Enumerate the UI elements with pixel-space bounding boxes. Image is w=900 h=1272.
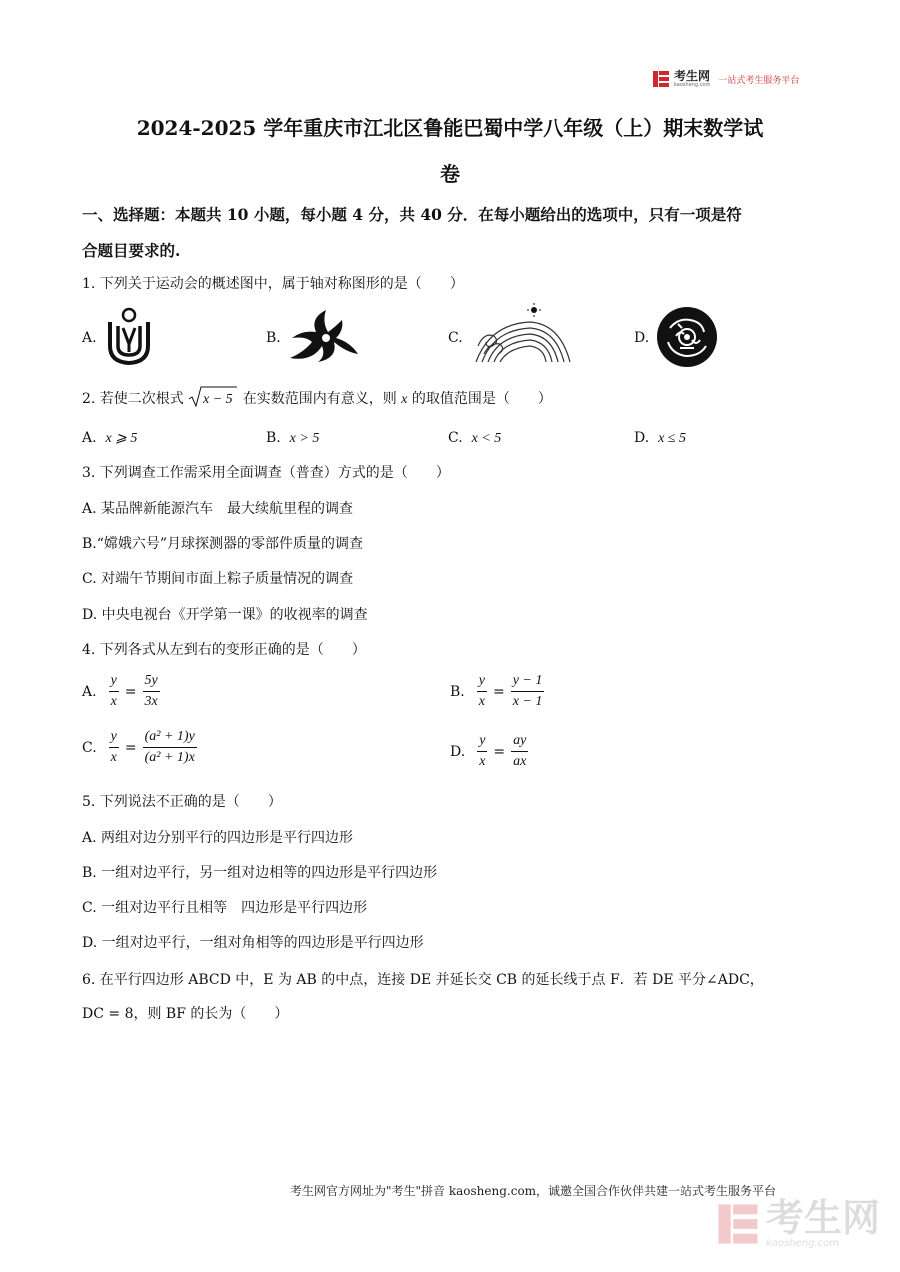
q4-option-b: B. $\frac{y}{x}$ = $\frac{y - 1}{x - 1}$ <box>450 673 543 709</box>
fraction: $\frac{y}{x}$ <box>479 733 486 769</box>
question-6-line1: 6. 在平行四边形 ABCD 中，E 为 AB 的中点，连接 DE 并延长交 CB 的延长线于点 F．若 DE 平分∠ADC， <box>82 972 764 988</box>
fraction: $\frac{y - 1}{x - 1}$ <box>512 673 543 709</box>
emblem-c-icon <box>470 302 574 368</box>
watermark-text: 考生网 <box>766 1196 881 1240</box>
watermark-domain: kaosheng.com <box>766 1238 839 1249</box>
q3-option-c: C. 对端午节期间市面上粽子质量情况的调查 <box>82 571 354 587</box>
q1-option-d-label: D. <box>634 330 650 346</box>
q5-option-c: C. 一组对边平行且相等 四边形是平行四边形 <box>82 900 368 916</box>
q2-option-d: D. x ≤ 5 <box>634 430 686 446</box>
q5-option-b: B. 一组对边平行，另一组对边相等的四边形是平行四边形 <box>82 865 438 881</box>
question-2: 2. 若使二次根式 x − 5 在实数范围内有意义，则 x 的取值范围是（ ） <box>82 386 552 410</box>
brand-domain: kaosheng.com <box>674 82 711 88</box>
radicand: x − 5 <box>203 392 233 407</box>
q5-option-a: A. 两组对边分别平行的四边形是平行四边形 <box>82 830 354 846</box>
q1-option-a-label: A. <box>82 330 97 346</box>
q3-option-b: B.“嫦娥六号”月球探测器的零部件质量的调查 <box>82 536 364 552</box>
q4-option-d: D. $\frac{y}{x}$ = $\frac{ay}{ax}$ <box>450 733 527 769</box>
fraction: $\frac{ay}{ax}$ <box>513 733 527 769</box>
page-title-line2: 卷 <box>440 162 460 186</box>
q3-option-a: A. 某品牌新能源汽车 最大续航里程的调查 <box>82 501 354 517</box>
section-heading-line2: 合题目要求的. <box>82 241 181 260</box>
question-5: 5. 下列说法不正确的是（ ） <box>82 794 282 810</box>
fraction: $\frac{5y}{3x}$ <box>144 673 158 709</box>
emblem-b-icon <box>286 308 360 364</box>
q2-option-a: A. x ⩾ 5 <box>82 430 138 446</box>
footer-note[interactable]: 考生网官方网址为"考生"拼音 kaosheng.com，诚邀全国合作伙伴共建一站式考生服务平台 <box>290 1184 777 1198</box>
q1-option-c-label: C. <box>448 330 463 346</box>
q2-option-b: B. x > 5 <box>266 430 320 446</box>
q5-option-d: D. 一组对边平行，一组对角相等的四边形是平行四边形 <box>82 935 424 951</box>
section-heading-line1: 一、选择题：本题共 10 小题，每小题 4 分，共 40 分．在每小题给出的选项中，只有一项是符 <box>82 205 742 224</box>
q2-option-c: C. x < 5 <box>448 430 502 446</box>
question-1-stem: 1. 下列关于运动会的概述图中，属于轴对称图形的是（ <box>82 276 422 292</box>
q3-option-d: D. 中央电视台《开学第一课》的收视率的调查 <box>82 607 368 623</box>
question-3: 3. 下列调查工作需采用全面调查（普查）方式的是（ ） <box>82 465 450 481</box>
emblem-a-icon <box>104 306 154 366</box>
q4-option-c: C. $\frac{y}{x}$ = $\frac{\text{(a² + 1)y}}{\text{(a² + 1)x}}$ <box>82 729 195 765</box>
brand-slogan: 一站式考生服务平台 <box>718 75 800 86</box>
question-4: 4. 下列各式从左到右的变形正确的是（ ） <box>82 642 366 658</box>
kaosheng-logo-icon <box>652 70 670 88</box>
fraction: $\frac{\text{(a² + 1)y}}{\text{(a² + 1)x}}$ <box>144 729 195 765</box>
brand-header[interactable] <box>652 70 799 88</box>
question-1: 1. 下列关于运动会的概述图中，属于轴对称图形的是（ ） <box>82 276 464 292</box>
radical-sign-icon <box>188 386 238 408</box>
page-title-line1: 2024-2025 学年重庆市江北区鲁能巴蜀中学八年级（上）期末数学试 <box>136 116 764 140</box>
q1-option-b-label: B. <box>266 330 281 346</box>
emblem-d-icon <box>656 306 718 368</box>
q4-option-a: A. $\frac{y}{x}$ = $\frac{5y}{3x}$ <box>82 673 158 709</box>
watermark-logo-icon <box>716 1202 760 1246</box>
brand-name: 考生网 <box>674 69 711 83</box>
fraction: $\frac{y}{x}$ <box>110 673 117 709</box>
watermark <box>716 1198 880 1249</box>
fraction: $\frac{y}{x}$ <box>110 729 117 765</box>
fraction: $\frac{y}{x}$ <box>478 673 485 709</box>
question-6-line2: DC = 8，则 BF 的长为（ ） <box>82 1006 289 1022</box>
